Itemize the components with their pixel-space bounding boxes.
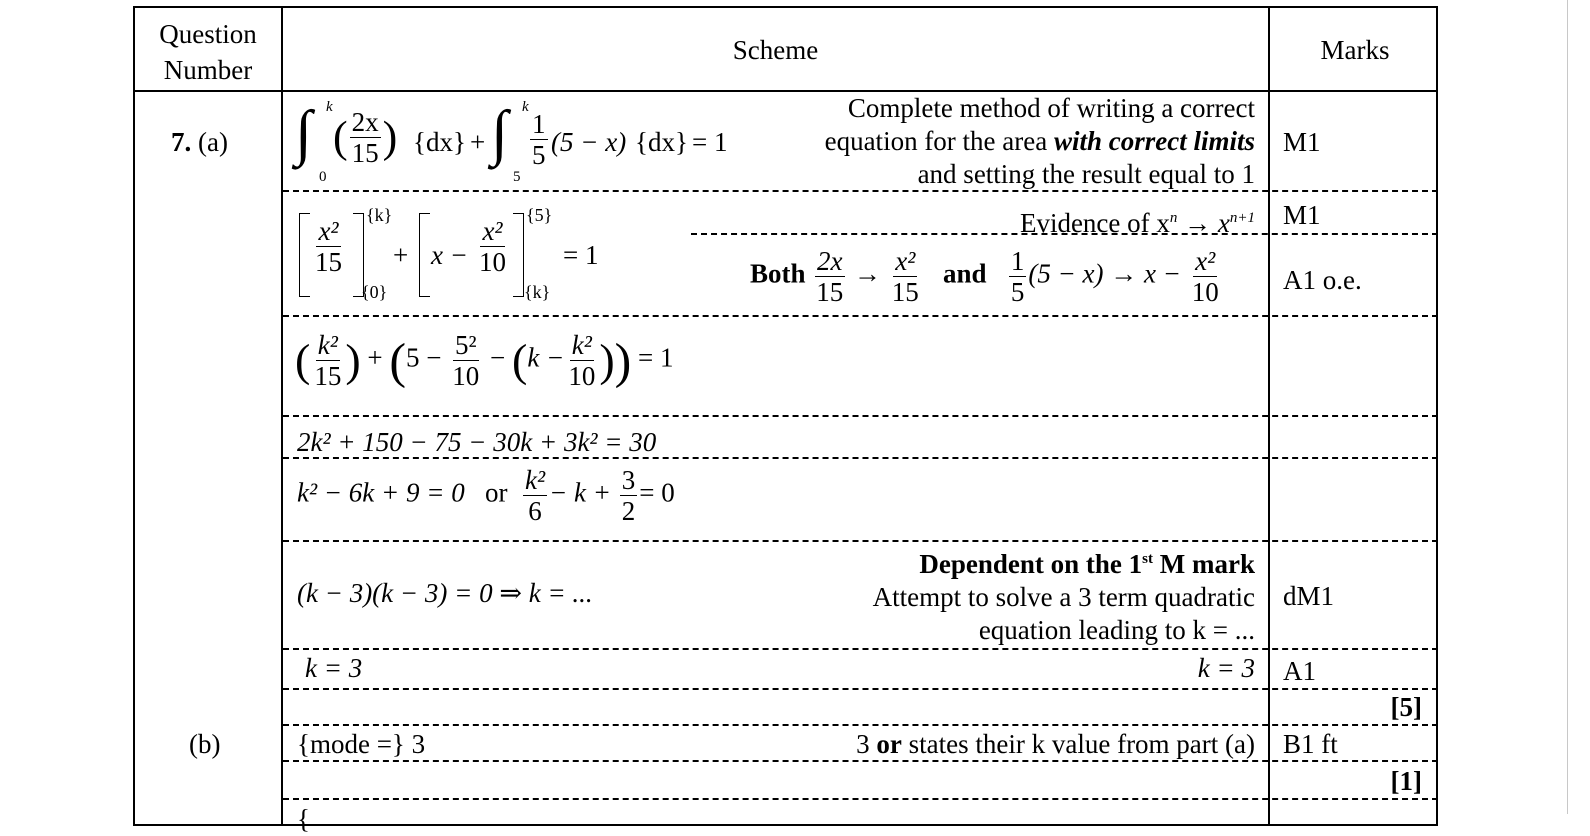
int2-expr: (5 − x): [551, 127, 627, 157]
row-7-right: k = 3: [1197, 653, 1255, 683]
row-1-explanation: Complete method of writing a correct equation for the area with correct limits and setting the result equal to 1: [824, 93, 1255, 189]
row-9-answer: {mode =} 3: [297, 729, 426, 759]
bracket-2-x: x −: [431, 240, 468, 270]
row-sep-8: [283, 724, 1438, 726]
header-marks: Marks: [1320, 35, 1390, 65]
bracket-2-left: [419, 213, 430, 297]
row-sep-3: [283, 415, 1438, 417]
int1-integrand: ( $\frac{2x}{15}$ ): [333, 107, 398, 168]
row-3-equation: ( $\frac{\text{k²}}{15}$ ) + (5 − $\frac{\text{5²}}{10}$ − (k − $\frac{\text{k²}}{10}$ )) = 1: [295, 330, 674, 391]
bracket-2-right: [513, 213, 524, 297]
integral-sign-2: ∫: [491, 99, 508, 167]
question-number: 7. (a): [171, 127, 228, 157]
part-b-label: (b): [189, 729, 221, 759]
row-6-explanation: Dependent on the 1st M mark Attempt to solve a 3 term quadratic equation leading to k = ...: [872, 549, 1255, 645]
int2-upper: k: [522, 99, 529, 115]
dx-1: {dx}: [413, 127, 466, 157]
row-7-equation: k = 3: [305, 653, 363, 683]
bracket-2-lower: {k}: [524, 282, 551, 302]
row-sep-10: [283, 798, 1438, 800]
row-2-mark-1: M1: [1283, 200, 1321, 230]
bracket-2-frac: $\frac{\text{x²}}{10}$: [479, 216, 506, 277]
int1-lower: 0: [319, 169, 327, 185]
row-6-equation: (k − 3)(k − 3) = 0 ⇒ k = ...: [297, 578, 593, 608]
part-b-total: [1]: [1390, 766, 1422, 796]
rhs-1: = 1: [692, 127, 728, 157]
part-a-total: [5]: [1390, 692, 1422, 722]
row-2-both-statement: Both $\frac{2x}{15}$ → $\frac{\text{x²}}{15}$ and $\frac{1}{5}$ (5 − x) → x − $\frac{\text{x²}}{10}$: [750, 246, 1219, 307]
integral-sign-1: ∫: [295, 99, 312, 167]
row-9-explanation: 3 or states their k value from part (a): [856, 729, 1255, 759]
mark-scheme-table: [133, 6, 1438, 834]
bracket-1-upper: {k}: [366, 205, 393, 225]
row-sep-6: [283, 648, 1438, 650]
int1-upper: k: [326, 99, 333, 115]
int2-lower: 5: [513, 169, 521, 185]
bracket-1-lower: {0}: [361, 282, 388, 302]
row-6-mark: dM1: [1283, 581, 1335, 611]
row-11-partial: {: [297, 804, 310, 834]
header-question-number: Question Number: [159, 19, 257, 85]
bracket-1-content: $\frac{\text{x²}}{15}$: [315, 216, 342, 277]
row-4-equation: 2k² + 150 − 75 − 30k + 3k² = 30: [297, 427, 657, 457]
bracket-2-upper: {5}: [526, 205, 553, 225]
rhs-2: = 1: [563, 240, 599, 270]
row-1-mark: M1: [1283, 127, 1321, 157]
row-2-evidence: Evidence of $x^n \to x^{n+1}$: [1019, 208, 1255, 238]
row-9-mark: B1 ft: [1283, 729, 1338, 759]
row-sep-5: [283, 540, 1438, 542]
row-7-mark: A1: [1283, 656, 1316, 686]
page-edge: [1567, 0, 1568, 814]
plus-1: +: [470, 127, 486, 157]
row-sep-2: [283, 315, 1438, 317]
header-scheme: Scheme: [732, 35, 819, 65]
row-2-mark-2: A1 o.e.: [1283, 265, 1362, 295]
row-5-equation: k² − 6k + 9 = 0 or $\frac{\text{k²}}{6}$ − k + $\frac{3}{2}$ = 0: [297, 465, 675, 526]
row-sep-7: [283, 688, 1438, 690]
dx-2: {dx}: [635, 127, 688, 157]
bracket-1-left: [299, 213, 310, 297]
plus-2: +: [393, 240, 409, 270]
int2-integrand: $\frac{1}{5}$: [532, 109, 546, 170]
